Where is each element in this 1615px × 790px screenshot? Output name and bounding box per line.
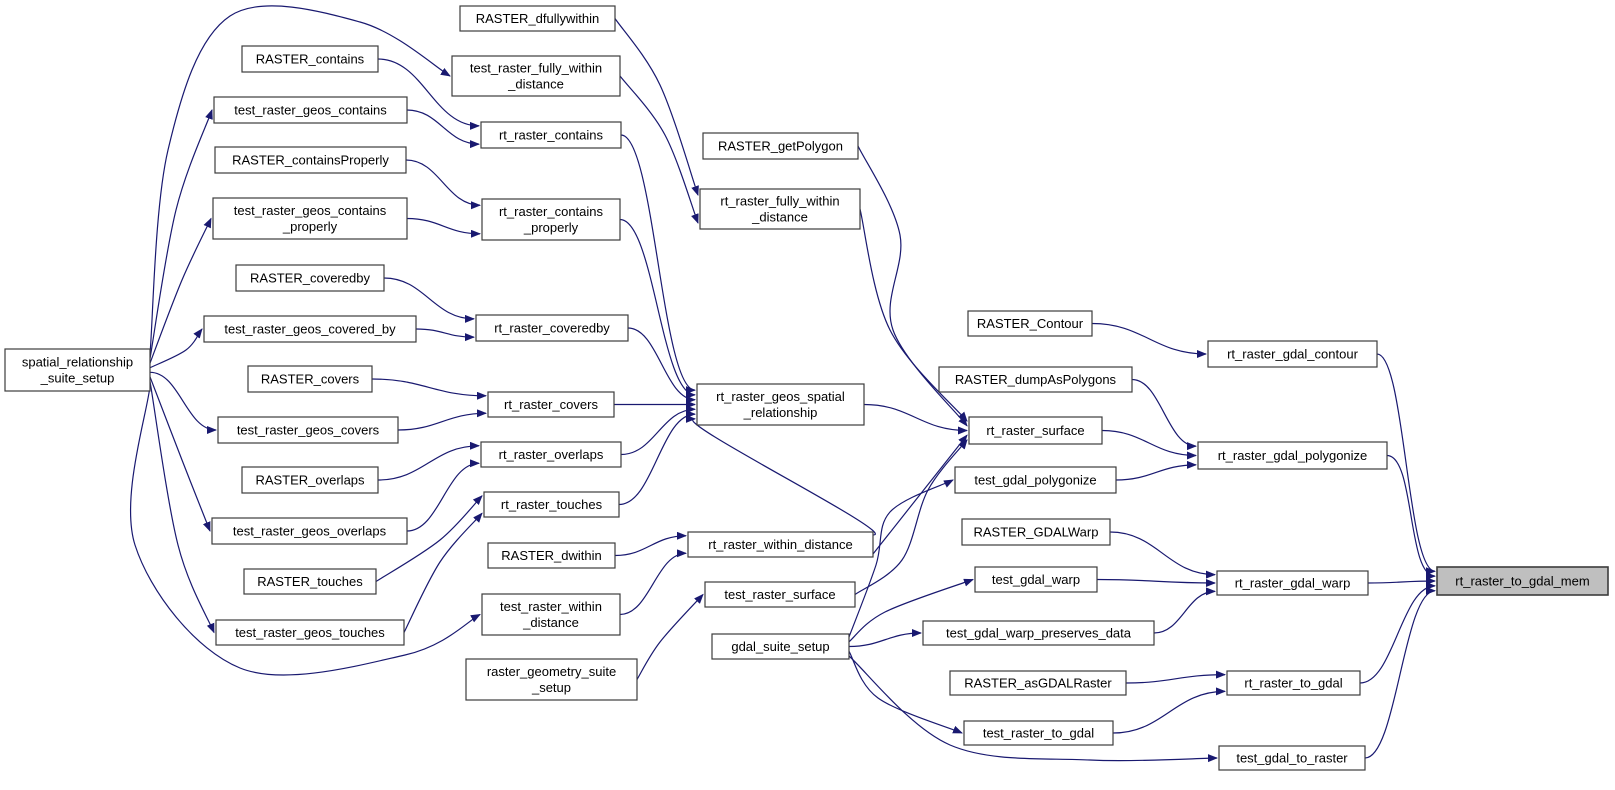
node-label: test_gdal_warp_preserves_data (945, 625, 1132, 641)
node-label: rt_raster_gdal_contour (1227, 346, 1358, 362)
node-label: test_gdal_polygonize (974, 472, 1097, 488)
node-label: rt_raster_contains (498, 127, 604, 143)
node-label: rt_raster_gdal_polygonize (1217, 448, 1368, 463)
node-label: gdal_suite_setup (731, 639, 830, 654)
node-rt_raster_gdal_contour[interactable] (1208, 341, 1377, 367)
node-label: RASTER_dwithin (501, 548, 602, 563)
edge-spatial_relationship_suite_setup-to-test_raster_geos_contains_properly (150, 219, 211, 364)
node-label: RASTER_containsProperly (232, 152, 389, 168)
node-rt_raster_overlaps[interactable] (481, 442, 621, 467)
node-spatial_relationship_suite_setup[interactable] (5, 349, 150, 391)
edge-RASTER_dfullywithin-to-rt_raster_fully_within_distance (615, 19, 698, 196)
node-label: RASTER_Contour (976, 316, 1084, 331)
edge-RASTER_Contour-to-rt_raster_gdal_contour (1092, 324, 1206, 355)
node-label: rt_raster_geos_spatial (716, 389, 845, 404)
node-RASTER_contains[interactable] (242, 46, 378, 72)
edge-rt_raster_within_distance-to-rt_raster_surface (873, 435, 967, 554)
node-label: spatial_relationship (21, 354, 134, 370)
node-label: RASTER_covers (260, 371, 360, 387)
edge-rt_raster_contains-to-rt_raster_geos_spatial_relationship (621, 135, 695, 390)
node-label: test_raster_geos_contains (233, 203, 387, 218)
node-label: rt_raster_surface (986, 423, 1085, 438)
node-rt_raster_covers[interactable] (488, 392, 614, 417)
node-RASTER_touches[interactable] (244, 569, 376, 594)
node-rt_raster_touches[interactable] (484, 492, 619, 517)
node-RASTER_dwithin[interactable] (488, 543, 615, 568)
edge-test_raster_geos_overlaps-to-rt_raster_overlaps (407, 463, 479, 531)
node-label: test_raster_geos_covers (236, 422, 380, 438)
node-test_gdal_warp[interactable] (975, 567, 1097, 592)
node-raster_geometry_suite_setup[interactable] (466, 659, 637, 700)
node-label: test_gdal_to_raster (1236, 750, 1348, 766)
node-test_gdal_to_raster[interactable] (1219, 746, 1365, 770)
edge-RASTER_asGDALRaster-to-rt_raster_to_gdal (1126, 675, 1225, 683)
node-label: _properly (282, 219, 338, 234)
edge-rt_raster_to_gdal-to-rt_raster_to_gdal_mem (1360, 586, 1435, 683)
node-label: rt_raster_touches (500, 497, 603, 512)
node-RASTER_containsProperly[interactable] (215, 147, 406, 173)
node-rt_raster_coveredby[interactable] (476, 315, 628, 341)
edge-rt_raster_overlaps-to-rt_raster_geos_spatial_relationship (621, 409, 695, 454)
node-rt_raster_fully_within_distance[interactable] (700, 189, 860, 229)
node-label: _suite_setup (40, 370, 115, 386)
node-label: _distance (508, 76, 564, 92)
edge-test_raster_fully_within_distance-to-rt_raster_fully_within_distance (620, 76, 698, 223)
graph-nodes (5, 6, 1608, 770)
node-rt_raster_gdal_warp[interactable] (1217, 571, 1368, 595)
node-label: rt_raster_to_gdal (1244, 675, 1343, 691)
node-test_raster_geos_contains_properly[interactable] (213, 198, 407, 239)
node-RASTER_getPolygon[interactable] (703, 133, 858, 159)
node-label: RASTER_dumpAsPolygons (954, 372, 1117, 387)
edge-test_gdal_warp_preserves_data-to-rt_raster_gdal_warp (1154, 591, 1215, 633)
edge-RASTER_dumpAsPolygons-to-rt_raster_gdal_polygonize (1132, 380, 1196, 447)
edge-RASTER_containsProperly-to-rt_raster_contains_properly (406, 160, 480, 205)
node-rt_raster_surface[interactable] (969, 417, 1102, 444)
node-label: test_raster_geos_covered_by (224, 321, 396, 337)
edge-test_raster_within_distance-to-rt_raster_within_distance (620, 553, 686, 614)
node-RASTER_dfullywithin[interactable] (460, 6, 615, 31)
node-label: rt_raster_gdal_warp (1234, 575, 1351, 591)
edge-RASTER_dwithin-to-rt_raster_within_distance (615, 536, 686, 556)
edge-rt_raster_contains_properly-to-rt_raster_geos_spatial_relationship (620, 220, 695, 395)
node-label: test_raster_fully_within (469, 60, 603, 76)
edge-test_raster_to_gdal-to-rt_raster_to_gdal (1113, 691, 1225, 733)
node-test_raster_geos_covered_by[interactable] (204, 316, 416, 342)
edge-test_gdal_warp-to-rt_raster_gdal_warp (1097, 580, 1215, 584)
node-label: raster_geometry_suite (486, 664, 617, 679)
edge-gdal_suite_setup-to-test_gdal_warp_preserves_data (849, 633, 921, 647)
node-label: RASTER_dfullywithin (475, 11, 600, 26)
node-label: RASTER_asGDALRaster (964, 675, 1112, 691)
node-RASTER_asGDALRaster[interactable] (950, 671, 1126, 695)
node-test_gdal_polygonize[interactable] (955, 467, 1116, 493)
node-label: _setup (531, 680, 572, 695)
node-label: _relationship (743, 405, 818, 420)
edge-test_raster_geos_contains-to-rt_raster_contains (407, 110, 479, 144)
edge-RASTER_coveredby-to-rt_raster_coveredby (384, 278, 474, 319)
edge-test_raster_geos_touches-to-rt_raster_touches (404, 513, 482, 632)
node-test_raster_geos_covers[interactable] (218, 417, 398, 443)
node-label: test_raster_surface (724, 587, 836, 602)
edge-rt_raster_surface-to-rt_raster_gdal_polygonize (1102, 431, 1196, 456)
node-RASTER_dumpAsPolygons[interactable] (939, 367, 1132, 392)
node-label: RASTER_touches (257, 574, 363, 589)
node-test_raster_geos_contains[interactable] (214, 97, 407, 123)
edge-test_raster_geos_covered_by-to-rt_raster_coveredby (416, 329, 474, 337)
node-label: RASTER_coveredby (250, 270, 370, 286)
node-label: test_raster_geos_contains (234, 102, 387, 118)
edge-spatial_relationship_suite_setup-to-test_raster_geos_covered_by (150, 329, 202, 368)
node-test_raster_to_gdal[interactable] (964, 721, 1113, 745)
edge-RASTER_GDALWarp-to-rt_raster_gdal_warp (1110, 532, 1215, 575)
node-gdal_suite_setup[interactable] (712, 634, 849, 659)
node-label: RASTER_contains (255, 51, 365, 67)
node-test_raster_geos_touches[interactable] (216, 620, 404, 645)
node-label: RASTER_GDALWarp (973, 524, 1099, 540)
node-test_gdal_warp_preserves_data[interactable] (923, 621, 1154, 645)
node-rt_raster_within_distance[interactable] (688, 532, 873, 557)
node-label: rt_raster_coveredby (494, 320, 610, 336)
node-RASTER_covers[interactable] (248, 366, 372, 392)
node-test_raster_surface[interactable] (705, 582, 855, 607)
node-label: rt_raster_overlaps (498, 447, 604, 462)
node-label: rt_raster_covers (504, 397, 598, 412)
node-rt_raster_contains_properly[interactable] (482, 199, 620, 240)
node-RASTER_GDALWarp[interactable] (962, 519, 1110, 545)
node-rt_raster_to_gdal[interactable] (1227, 671, 1360, 695)
node-label: test_raster_to_gdal (982, 725, 1095, 741)
node-rt_raster_to_gdal_mem (1437, 567, 1608, 595)
node-test_raster_within_distance[interactable] (482, 594, 620, 635)
node-RASTER_overlaps[interactable] (242, 467, 378, 493)
edge-test_raster_geos_contains_properly-to-rt_raster_contains_properly (407, 219, 480, 234)
edge-rt_raster_touches-to-rt_raster_geos_spatial_relationship (619, 414, 695, 504)
edge-RASTER_overlaps-to-rt_raster_overlaps (378, 446, 479, 480)
edge-gdal_suite_setup-to-test_raster_to_gdal (849, 651, 962, 733)
node-label: RASTER_overlaps (255, 472, 365, 488)
node-label: rt_raster_to_gdal_mem (1455, 573, 1590, 589)
node-label: test_raster_within (500, 599, 602, 614)
node-label: RASTER_getPolygon (717, 138, 844, 154)
node-label: rt_raster_fully_within (720, 193, 840, 209)
node-rt_raster_contains[interactable] (481, 122, 621, 148)
edge-raster_geometry_suite_setup-to-test_raster_surface (637, 595, 703, 680)
edge-rt_raster_gdal_polygonize-to-rt_raster_to_gdal_mem (1387, 456, 1435, 577)
node-rt_raster_geos_spatial_relationship[interactable] (697, 384, 864, 425)
edge-test_raster_geos_covers-to-rt_raster_covers (398, 413, 486, 430)
node-RASTER_coveredby[interactable] (236, 265, 384, 291)
node-label: test_gdal_warp (991, 572, 1081, 587)
edge-spatial_relationship_suite_setup-to-test_raster_geos_overlaps (150, 377, 210, 531)
node-RASTER_Contour[interactable] (968, 311, 1092, 336)
edge-rt_raster_gdal_warp-to-rt_raster_to_gdal_mem (1368, 581, 1435, 583)
edge-test_raster_surface-to-rt_raster_surface (855, 440, 967, 595)
node-label: rt_raster_contains (498, 204, 604, 219)
node-label: _properly (523, 220, 579, 235)
node-test_raster_geos_overlaps[interactable] (212, 518, 407, 544)
node-label: rt_raster_within_distance (708, 537, 853, 552)
edge-gdal_suite_setup-to-test_gdal_polygonize (849, 480, 953, 637)
edge-RASTER_covers-to-rt_raster_covers (372, 379, 486, 396)
edge-rt_raster_within_distance-to-rt_raster_geos_spatial_relationship (693, 419, 876, 535)
node-label: _distance (523, 615, 579, 630)
node-label: test_raster_geos_touches (235, 625, 385, 640)
node-label: test_raster_geos_overlaps (232, 523, 387, 539)
node-test_raster_fully_within_distance[interactable] (452, 56, 620, 96)
node-rt_raster_gdal_polygonize[interactable] (1198, 442, 1387, 469)
node-label: _distance (752, 209, 808, 225)
edge-test_gdal_polygonize-to-rt_raster_gdal_polygonize (1116, 465, 1196, 480)
